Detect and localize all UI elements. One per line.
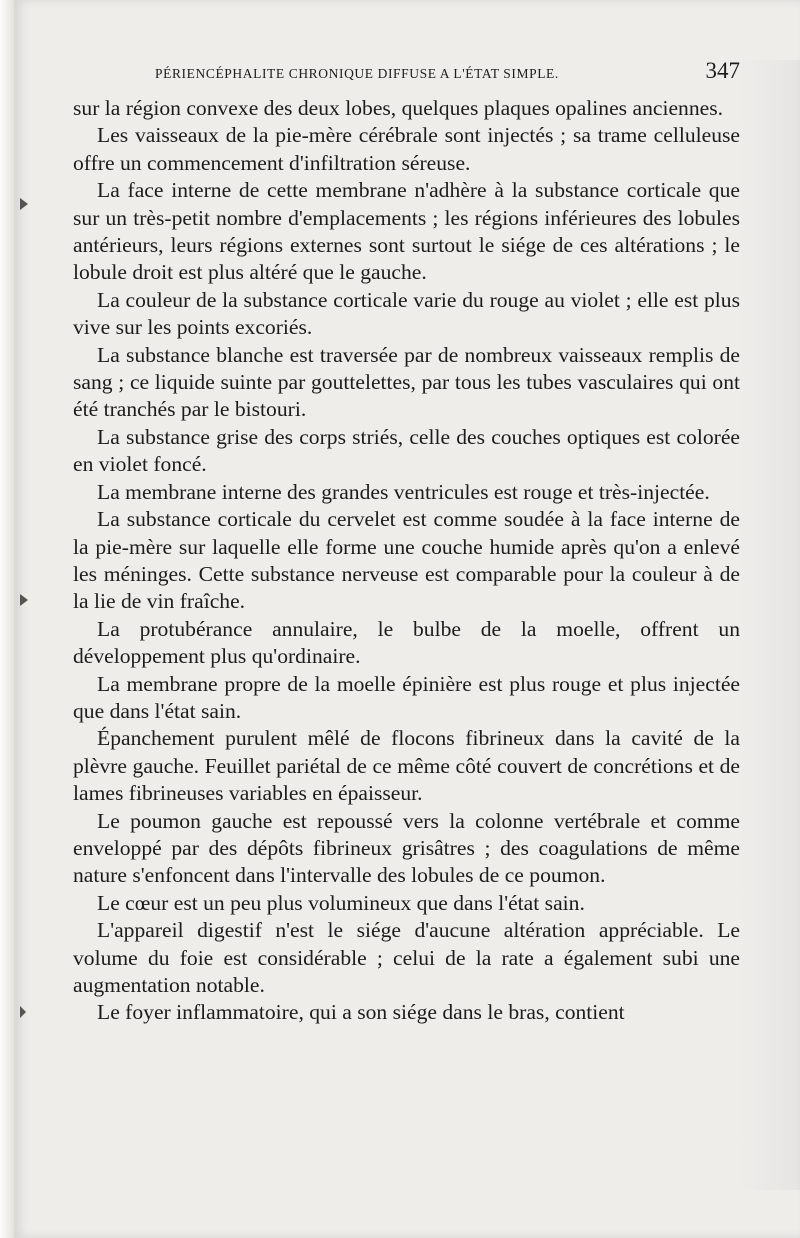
page-number: 347 [705,58,740,83]
show-through-shadow [740,60,800,1190]
margin-arrow-icon [20,1006,26,1018]
paragraph: Le cœur est un peu plus volumineux que dans l'état sain. [97,890,585,915]
paragraph: La protubérance annulaire, le bulbe de la moelle, offrent un développement plus qu'ordinaire. [73,616,740,669]
paragraph: sur la région convexe des deux lobes, quelques plaques opalines anciennes. [73,96,724,120]
page-header [155,58,740,88]
paragraph: La substance grise des corps striés, celle des couches optiques est colorée en violet foncé. [73,424,740,477]
paragraph: La membrane interne des grandes ventricules est rouge et très-injectée. [97,479,710,504]
paragraph: Les vaisseaux de la pie-mère cérébrale sont injectés ; sa trame celluleuse offre un commencement d'infiltration séreuse. [73,123,740,175]
margin-arrow-icon [20,594,28,606]
paragraph: Épanchement purulent mêlé de flocons fibrineux dans la cavité de la plèvre gauche. Feuillet pariétal de ce même côté couvert de concrétions et de lames fibrineuses variables en épaisseur. [73,726,740,806]
paragraph: Le poumon gauche est repoussé vers la colonne vertébrale et comme enveloppé par des dépôts fibrineux grisâtres ; des coagulations de même nature s'enfoncent dans l'intervalle des lobules de ce poumon. [73,808,740,888]
paragraph: La face interne de cette membrane n'adhère à la substance corticale que sur un très-petit nombre d'emplacements ; les régions inférieures des lobules antérieurs, leurs régions externes sont surtout le siége de ces altérations ; le lobule droit est plus altéré que le gauche. [73,178,740,285]
paragraph: La couleur de la substance corticale varie du rouge au violet ; elle est plus vive sur les points excoriés. [73,287,740,340]
margin-arrow-icon [20,198,28,210]
paragraph: Le foyer inflammatoire, qui a son siége dans le bras, contient [97,1000,625,1025]
paragraph: L'appareil digestif n'est le siége d'aucune altération appréciable. Le volume du foie est considérable ; celui de la rate a également subi une augmentation notable. [73,918,740,997]
body-text [73,95,740,1027]
book-spine [0,0,14,1238]
paragraph: La membrane propre de la moelle épinière est plus rouge et plus injectée que dans l'état sain. [73,671,740,723]
running-title: PÉRIENCÉPHALITE CHRONIQUE DIFFUSE A L'ÉTAT SIMPLE. [155,66,559,81]
paragraph: La substance blanche est traversée par de nombreux vaisseaux remplis de sang ; ce liquide suinte par gouttelettes, par tous les tubes vasculaires qui ont été tranchés par le bistouri. [73,342,740,422]
paragraph: La substance corticale du cervelet est comme soudée à la face interne de la pie-mère sur laquelle elle forme une couche humide après qu'on a enlevé les méninges. Cette substance nerveuse est comparable pour la couleur à de la lie de vin fraîche. [73,507,740,614]
